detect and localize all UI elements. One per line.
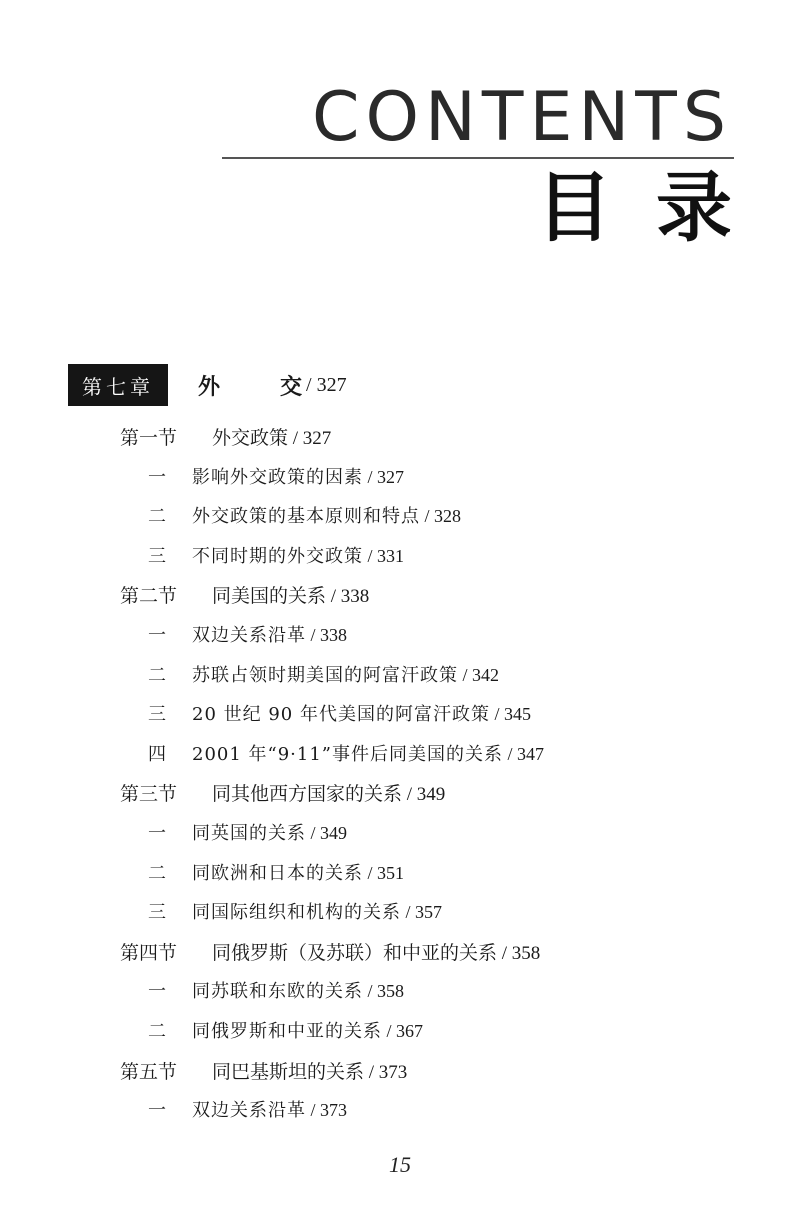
item-number: 二 bbox=[148, 862, 167, 884]
toc-item[interactable] bbox=[148, 700, 531, 726]
entry-page-ref: / 338 bbox=[326, 586, 370, 608]
item-number: 四 bbox=[148, 743, 167, 765]
entry-page-ref: / 357 bbox=[401, 902, 443, 923]
toc-item[interactable] bbox=[148, 898, 442, 924]
entry-title: 同欧洲和日本的关系 bbox=[192, 862, 363, 884]
item-number: 一 bbox=[148, 466, 167, 488]
toc-section[interactable] bbox=[120, 581, 369, 608]
chapter-title-first: 外 bbox=[198, 373, 281, 400]
item-number: 三 bbox=[148, 545, 167, 567]
entry-title: 同英国的关系 bbox=[192, 823, 306, 844]
item-number: 一 bbox=[148, 1100, 167, 1122]
entry-title: 20 世纪 90 年代美国的阿富汗政策 bbox=[192, 704, 490, 726]
entry-title: 外交政策的基本原则和特点 bbox=[192, 506, 420, 528]
toc-item[interactable] bbox=[148, 819, 347, 845]
page-title: 目录 bbox=[536, 163, 776, 252]
heading-rule bbox=[222, 157, 734, 159]
item-number: 二 bbox=[148, 1021, 167, 1042]
chapter-title-last: 交 bbox=[280, 373, 303, 400]
chapter-title bbox=[198, 370, 302, 401]
section-number: 第五节 bbox=[120, 1060, 178, 1083]
entry-page-ref: / 351 bbox=[363, 862, 405, 883]
section-number: 第二节 bbox=[120, 585, 178, 608]
item-number: 三 bbox=[148, 902, 167, 924]
entry-page-ref: / 358 bbox=[363, 981, 405, 1002]
section-number: 第一节 bbox=[120, 427, 178, 449]
item-number: 二 bbox=[148, 664, 167, 686]
entry-title: 同其他西方国家的关系 bbox=[212, 783, 403, 806]
toc-section[interactable] bbox=[120, 938, 540, 965]
toc-item[interactable] bbox=[148, 463, 404, 489]
toc-item[interactable] bbox=[148, 740, 544, 766]
entry-title: 不同时期的外交政策 bbox=[192, 545, 363, 567]
entry-page-ref: / 331 bbox=[363, 545, 405, 566]
item-number: 二 bbox=[148, 506, 167, 528]
section-number: 第四节 bbox=[120, 941, 178, 964]
page-number: 15 bbox=[389, 1152, 411, 1177]
toc-section[interactable] bbox=[120, 1057, 407, 1084]
item-number: 一 bbox=[148, 981, 167, 1003]
toc-item[interactable] bbox=[148, 542, 404, 568]
chapter-page-ref: / 327 bbox=[306, 373, 347, 396]
entry-title: 同苏联和东欧的关系 bbox=[192, 981, 363, 1003]
entry-page-ref: / 338 bbox=[306, 625, 348, 645]
chapter-label: 第七章 bbox=[68, 364, 168, 406]
entry-page-ref: / 328 bbox=[420, 506, 462, 527]
entry-page-ref: / 373 bbox=[364, 1061, 408, 1083]
item-number: 一 bbox=[148, 823, 167, 844]
entry-title: 同俄罗斯（及苏联）和中亚的关系 bbox=[212, 941, 498, 964]
item-number: 一 bbox=[148, 625, 167, 646]
toc-section[interactable] bbox=[120, 423, 331, 450]
entry-title: 苏联占领时期美国的阿富汗政策 bbox=[192, 664, 458, 686]
entry-page-ref: / 349 bbox=[402, 784, 446, 806]
toc-section[interactable] bbox=[120, 779, 445, 806]
entry-page-ref: / 349 bbox=[306, 823, 348, 843]
entry-title: 双边关系沿革 bbox=[192, 1100, 306, 1122]
entry-page-ref: / 345 bbox=[489, 704, 531, 725]
toc-item[interactable] bbox=[148, 661, 499, 687]
item-number: 三 bbox=[148, 704, 167, 726]
entry-title: 同美国的关系 bbox=[212, 585, 327, 608]
entry-page-ref: / 342 bbox=[458, 664, 500, 685]
entry-title: 2001 年“9·11”事件后同美国的关系 bbox=[192, 743, 504, 765]
entry-page-ref: / 347 bbox=[503, 743, 545, 764]
toc-item[interactable] bbox=[148, 621, 347, 647]
entry-page-ref: / 327 bbox=[288, 428, 332, 449]
entry-title: 外交政策 bbox=[212, 427, 289, 449]
toc-item[interactable] bbox=[148, 502, 461, 528]
entry-title: 双边关系沿革 bbox=[192, 625, 306, 646]
entry-title: 同俄罗斯和中亚的关系 bbox=[192, 1021, 382, 1042]
entry-title: 影响外交政策的因素 bbox=[192, 466, 363, 488]
entry-title: 同巴基斯坦的关系 bbox=[212, 1060, 365, 1083]
chapter-heading bbox=[68, 364, 347, 406]
contents-heading: CONTENTS bbox=[312, 78, 732, 157]
entry-page-ref: / 373 bbox=[306, 1100, 348, 1121]
toc-item[interactable] bbox=[148, 977, 404, 1003]
toc-item[interactable] bbox=[148, 1096, 347, 1122]
entry-page-ref: / 367 bbox=[382, 1021, 424, 1041]
entry-title: 同国际组织和机构的关系 bbox=[192, 902, 401, 924]
toc-item[interactable] bbox=[148, 1017, 423, 1043]
section-number: 第三节 bbox=[120, 783, 178, 806]
entry-page-ref: / 327 bbox=[363, 466, 405, 487]
entry-page-ref: / 358 bbox=[497, 942, 541, 964]
toc-item[interactable] bbox=[148, 859, 404, 885]
